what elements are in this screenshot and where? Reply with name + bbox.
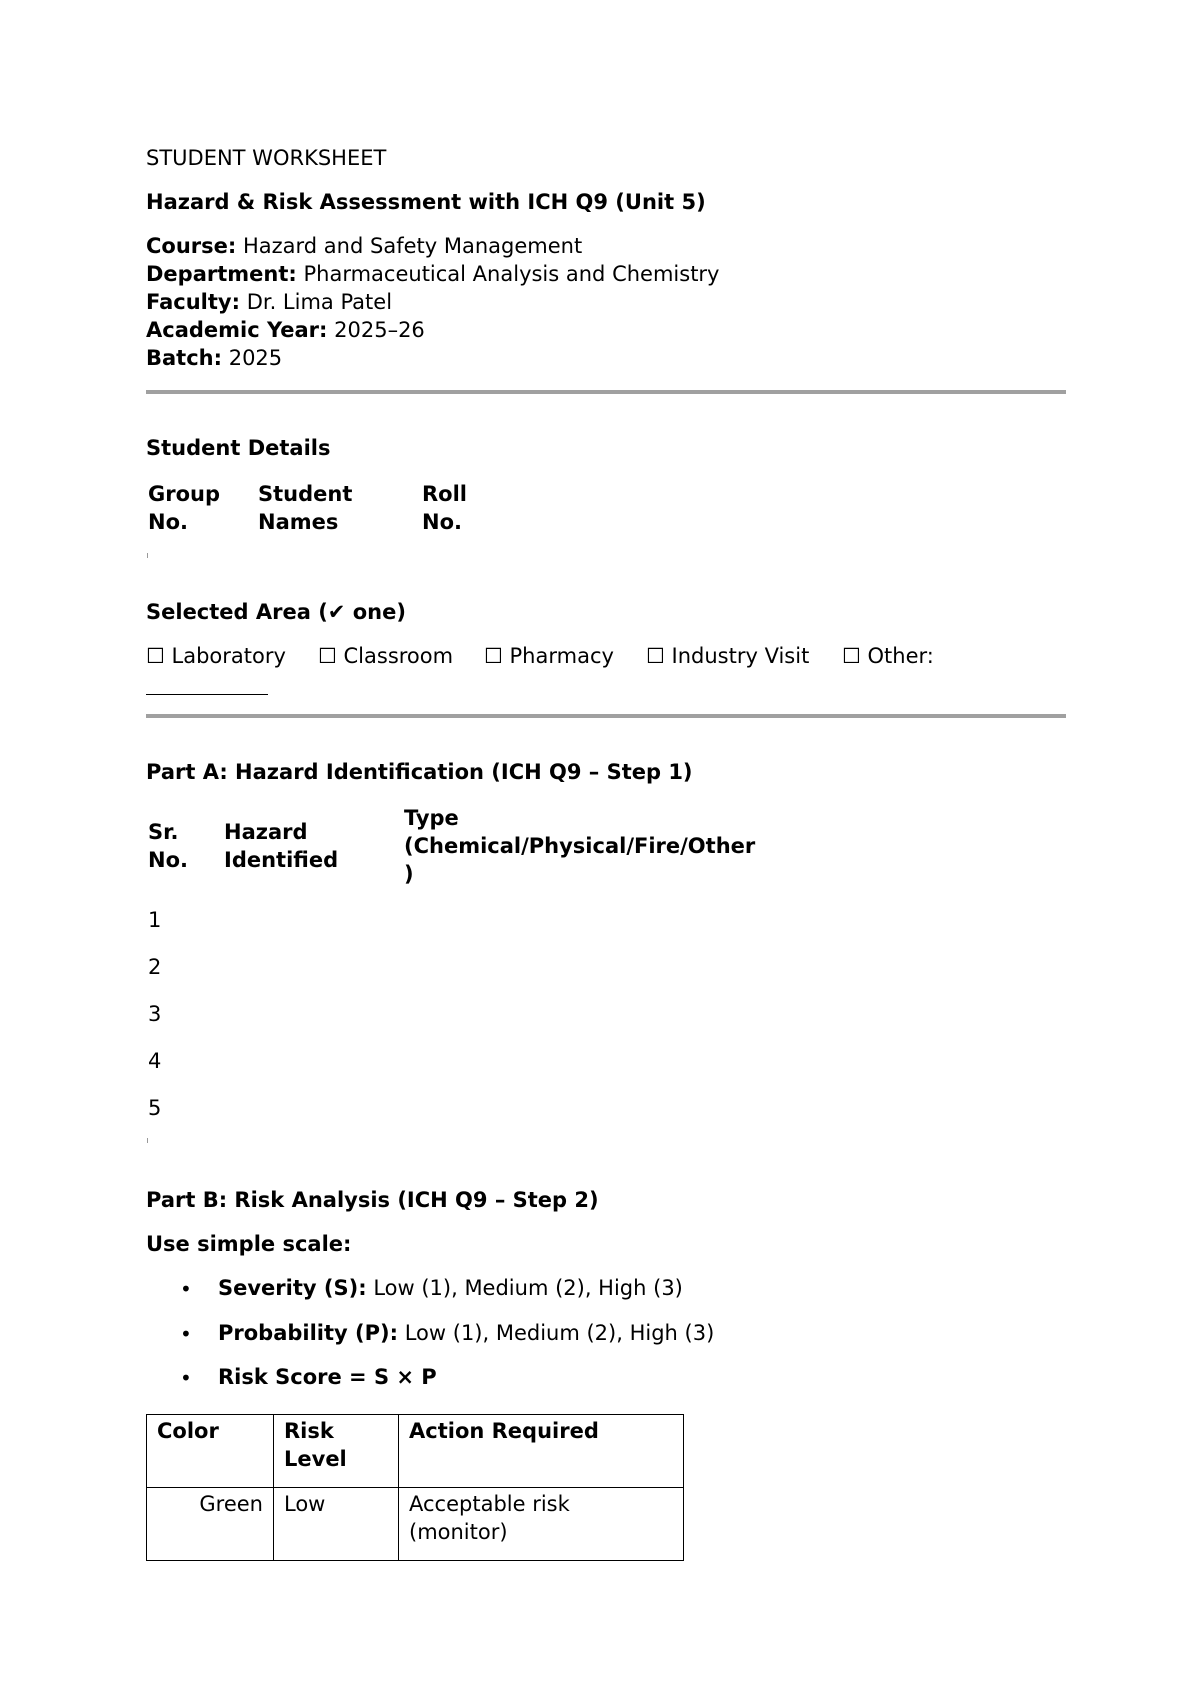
table-row-number: 4	[148, 1049, 162, 1073]
severity-line	[218, 1276, 683, 1300]
section-divider	[146, 714, 1066, 718]
probability-line	[218, 1321, 714, 1345]
worksheet-label: STUDENT WORKSHEET	[146, 146, 387, 170]
student-names-line2: Names	[258, 510, 339, 534]
checkbox-icon[interactable]: ☐	[146, 644, 165, 668]
risk-level-line2: Level	[284, 1447, 347, 1471]
batch-value: 2025	[228, 346, 283, 370]
table-row-number: 3	[148, 1002, 162, 1026]
student-details-heading: Student Details	[146, 436, 331, 460]
table-row-number: 5	[148, 1096, 162, 1120]
academic-year-line	[146, 318, 425, 342]
risk-score-formula: Risk Score = S × P	[218, 1365, 437, 1389]
table-end-mark	[147, 553, 148, 558]
bullet-icon: •	[180, 1366, 192, 1390]
area-option-other[interactable]	[842, 644, 934, 668]
severity-key: Severity (S):	[218, 1276, 367, 1300]
group-no-line1: Group	[148, 482, 221, 506]
academic-year-key: Academic Year:	[146, 318, 328, 342]
table-row-number: 1	[148, 908, 162, 932]
action-line2: (monitor)	[409, 1520, 508, 1544]
option-label: Industry Visit	[671, 644, 810, 668]
table-end-mark	[147, 1138, 148, 1143]
area-option-classroom[interactable]	[318, 644, 453, 668]
probability-value: Low (1), Medium (2), High (3)	[404, 1321, 715, 1345]
checkbox-icon[interactable]: ☐	[484, 644, 503, 668]
department-value: Pharmaceutical Analysis and Chemistry	[303, 262, 720, 286]
roll-no-line1: Roll	[422, 482, 467, 506]
option-label: Other:	[867, 644, 934, 668]
faculty-key: Faculty:	[146, 290, 241, 314]
option-label: Laboratory	[171, 644, 286, 668]
part-b-heading: Part B: Risk Analysis (ICH Q9 – Step 2)	[146, 1188, 599, 1212]
action-cell	[399, 1488, 684, 1561]
bullet-icon: •	[180, 1277, 192, 1301]
area-option-pharmacy[interactable]	[484, 644, 614, 668]
checkbox-icon[interactable]: ☐	[318, 644, 337, 668]
batch-key: Batch:	[146, 346, 223, 370]
option-label: Pharmacy	[509, 644, 614, 668]
hazard-line2: Identified	[224, 848, 339, 872]
sr-no-line1: Sr.	[148, 820, 179, 844]
department-line	[146, 262, 720, 286]
hazard-line1: Hazard	[224, 820, 308, 844]
bullet-icon: •	[180, 1322, 192, 1346]
course-key: Course:	[146, 234, 237, 258]
table-row	[147, 1488, 684, 1561]
area-option-industry-visit[interactable]	[646, 644, 809, 668]
sr-no-line2: No.	[148, 848, 188, 872]
student-names-line1: Student	[258, 482, 353, 506]
table-header-row	[147, 1415, 684, 1488]
type-line3: )	[404, 862, 414, 886]
risk-legend-table	[146, 1414, 684, 1561]
other-blank-line[interactable]	[146, 694, 268, 695]
course-value: Hazard and Safety Management	[242, 234, 583, 258]
checkbox-icon[interactable]: ☐	[842, 644, 861, 668]
faculty-value: Dr. Lima Patel	[246, 290, 393, 314]
sr-no-header	[148, 818, 188, 874]
faculty-line	[146, 290, 392, 314]
severity-value: Low (1), Medium (2), High (3)	[373, 1276, 683, 1300]
option-label: Classroom	[343, 644, 454, 668]
section-divider	[146, 390, 1066, 394]
selected-area-heading: Selected Area (✔ one)	[146, 600, 406, 624]
action-required-header: Action Required	[399, 1415, 684, 1488]
risk-level-cell: Low	[274, 1488, 399, 1561]
action-line1: Acceptable risk	[409, 1492, 570, 1516]
roll-no-header	[422, 480, 467, 536]
hazard-identified-header	[224, 818, 338, 874]
course-line	[146, 234, 582, 258]
color-cell: Green	[147, 1488, 274, 1561]
department-key: Department:	[146, 262, 297, 286]
roll-no-line2: No.	[422, 510, 462, 534]
risk-level-line1: Risk	[284, 1419, 334, 1443]
page-title: Hazard & Risk Assessment with ICH Q9 (Unit 5)	[146, 190, 706, 214]
group-no-line2: No.	[148, 510, 188, 534]
type-line1: Type	[404, 806, 459, 830]
color-header: Color	[147, 1415, 274, 1488]
academic-year-value: 2025–26	[334, 318, 425, 342]
risk-level-header	[274, 1415, 399, 1488]
checkbox-icon[interactable]: ☐	[646, 644, 665, 668]
batch-line	[146, 346, 282, 370]
probability-key: Probability (P):	[218, 1321, 399, 1345]
type-header	[404, 804, 755, 888]
group-no-header	[148, 480, 220, 536]
type-line2: (Chemical/Physical/Fire/Other	[404, 834, 756, 858]
area-option-laboratory[interactable]	[146, 644, 286, 668]
scale-label: Use simple scale:	[146, 1232, 352, 1256]
table-row-number: 2	[148, 955, 162, 979]
part-a-heading: Part A: Hazard Identification (ICH Q9 – Step 1)	[146, 760, 693, 784]
student-names-header	[258, 480, 352, 536]
